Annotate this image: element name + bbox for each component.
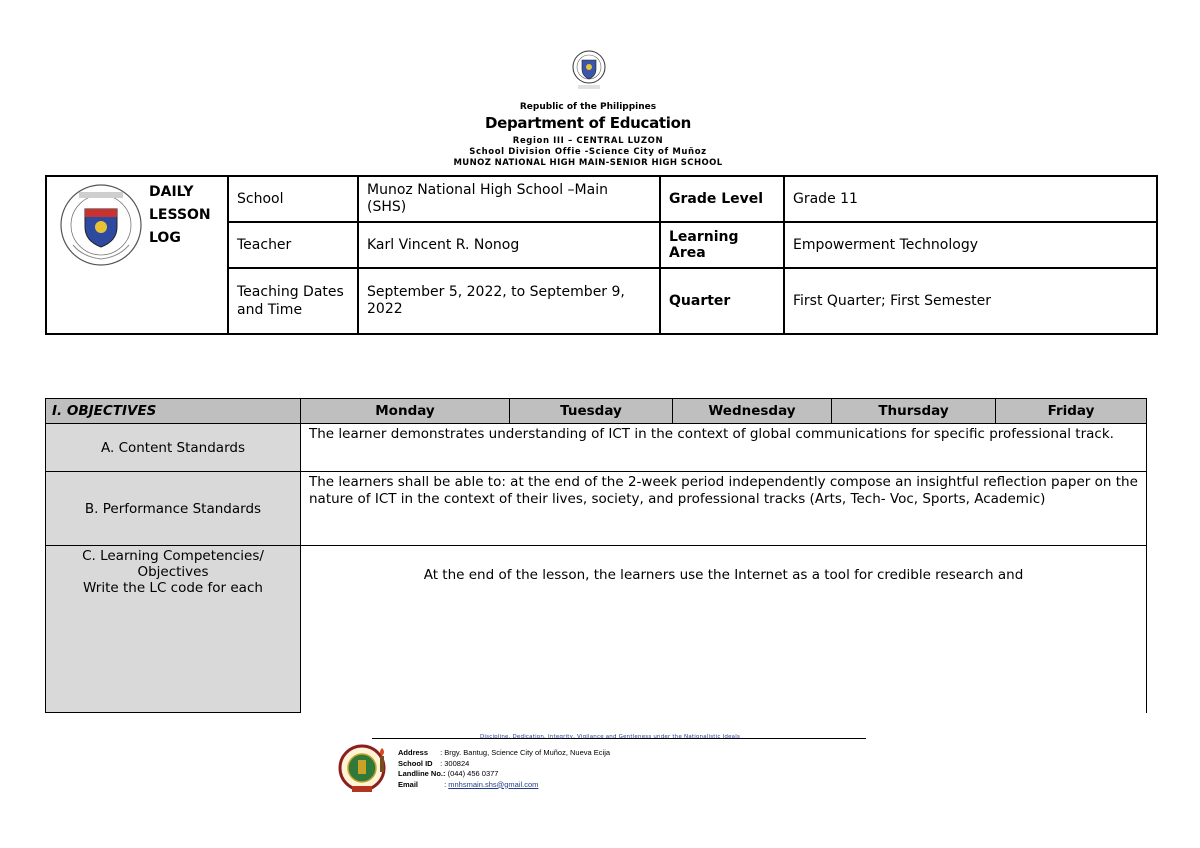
performance-standards-label: B. Performance Standards [46,472,301,546]
content-standards-label: A. Content Standards [46,424,301,472]
logo-cell [46,176,228,334]
school-footer [332,734,866,798]
footer-contact [398,748,610,790]
grade-level-value: Grade 11 [784,176,1157,222]
division-text: School Division Offie -Science City of Muñoz [469,147,707,157]
performance-standards-value: The learners shall be able to: at the end of the 2-week period independently compose an insightful reflection paper on the nature of ICT in the context of their lives, society, and professional tracks (Arts, Tech- Voc, Sports, Academic) [301,472,1147,546]
region-text: Region III – CENTRAL LUZON [512,136,664,146]
footer-landline-label: Landline No.: [398,769,446,778]
footer-id-label: School ID [398,758,433,768]
learning-competencies-label-line-1: C. Learning Competencies/ Objectives [82,548,264,580]
objectives-title: I. OBJECTIVES [46,399,301,424]
day-thursday: Thursday [832,399,996,424]
footer-email-label: Email [398,779,419,789]
content-standards-row [46,424,1147,472]
footer-email-link[interactable]: mnhsmain.shs@gmail.com [448,779,539,789]
quarter-label: Quarter [660,268,784,334]
day-tuesday: Tuesday [510,399,673,424]
dll-title-line-1: DAILY [149,184,194,200]
footer-address-label: Address [398,748,429,757]
teaching-dates-label: Teaching Dates and Time [228,268,358,334]
footer-motto: Discipline, Dedication, Integrity, Vigilance and Gentleness under the Nationalistic Ideals [480,734,741,740]
footer-landline-value: (044) 456 0377 [447,769,499,778]
dll-title [149,181,211,250]
teaching-dates-value: September 5, 2022, to September 9, 2022 [358,268,660,334]
day-monday: Monday [301,399,510,424]
day-wednesday: Wednesday [673,399,832,424]
objectives-table [45,398,1147,713]
learning-competencies-label [46,546,301,713]
learning-competencies-label-line-2: Write the LC code for each [83,580,263,596]
learning-competencies-row [46,546,1147,713]
dll-title-line-2: LESSON [149,207,211,223]
deped-logo-icon [59,183,143,267]
objectives-header-row [46,399,1147,424]
teacher-label: Teacher [228,222,358,268]
content-standards-value: The learner demonstrates understanding of ICT in the context of global communications for specific professional track. [301,424,1147,472]
footer-id-value: : 300824 [440,758,470,768]
school-label: School [228,176,358,222]
deped-header [360,48,816,174]
footer-landline-line [398,769,610,780]
learning-competencies-value: At the end of the lesson, the learners use the Internet as a tool for credible research and [301,546,1147,713]
deped-seal-icon [572,50,606,94]
school-value: Munoz National High School –Main (SHS) [358,176,660,222]
grade-level-label: Grade Level [660,176,784,222]
dll-title-line-3: LOG [149,230,181,246]
footer-email-line: Email : mnhsmain.shs@gmail.com [398,779,539,789]
republic-text: Republic of the Philippines [519,102,657,112]
department-title: Department of Education [484,114,692,132]
lesson-info-table [45,175,1158,335]
school-name-text: MUNOZ NATIONAL HIGH MAIN-SENIOR HIGH SCHOOL [453,158,723,168]
footer-id-line [398,759,610,770]
day-friday: Friday [996,399,1147,424]
footer-address-line [398,748,610,759]
performance-standards-row [46,472,1147,546]
learning-area-label: Learning Area [660,222,784,268]
torch-icon [372,746,392,774]
footer-address-value: : Brgy. Bantug, Science City of Muñoz, Nueva Ecija [440,748,611,757]
teacher-value: Karl Vincent R. Nonog [358,222,660,268]
quarter-value: First Quarter; First Semester [784,268,1157,334]
learning-area-value: Empowerment Technology [784,222,1157,268]
